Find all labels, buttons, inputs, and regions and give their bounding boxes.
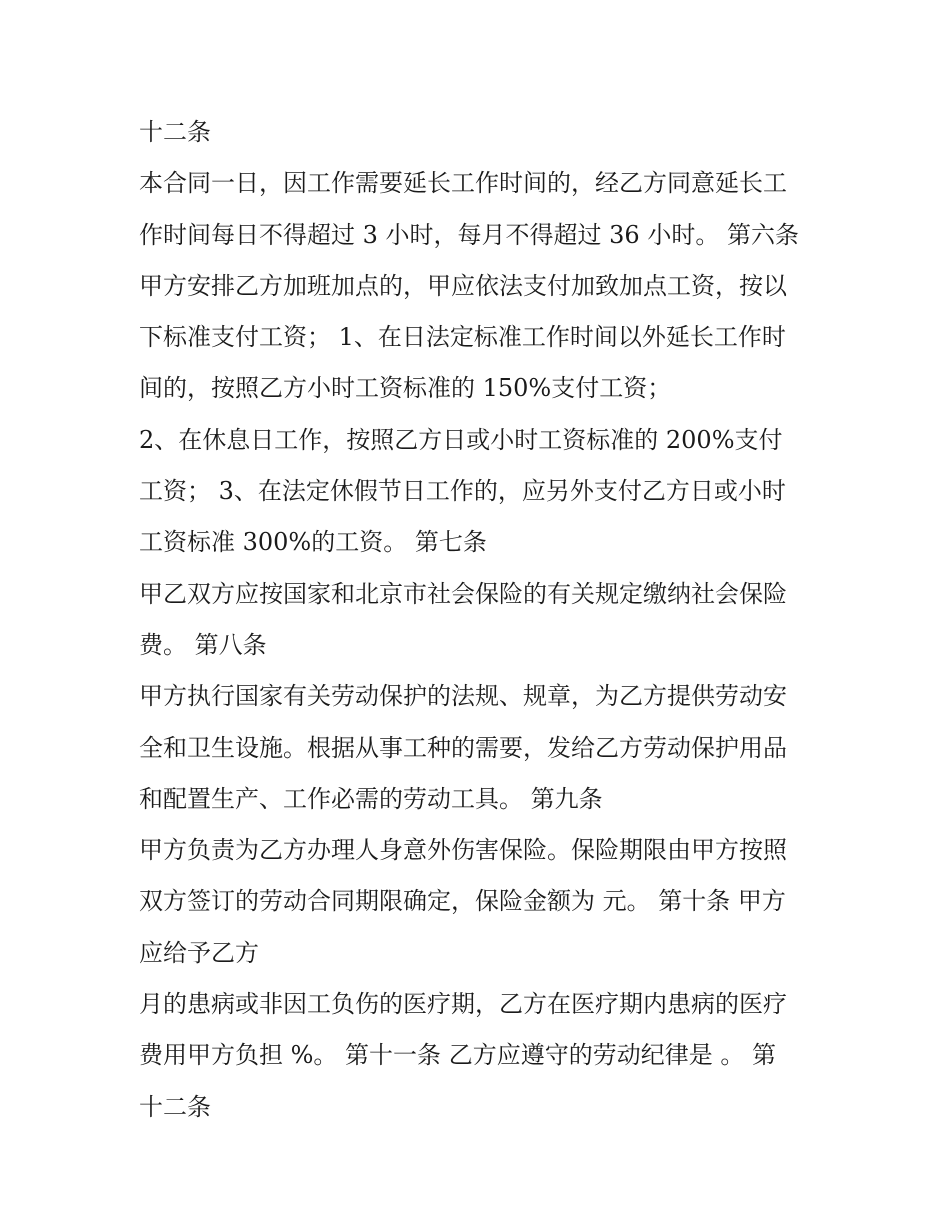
text-line: 双方签订的劳动合同期限确定，保险金额为 元。 第十条 甲方 [139, 887, 786, 916]
text-line: 十二条 [139, 1092, 211, 1121]
text-line: 和配置生产、工作必需的劳动工具。 第九条 [139, 784, 603, 813]
text-line: 甲方负责为乙方办理人身意外伤害保险。保险期限由甲方按照 [139, 836, 787, 865]
text-line: 工资； 3、在法定休假节日工作的，应另外支付乙方日或小时 [139, 477, 786, 506]
text-line: 间的，按照乙方小时工资标准的 150%支付工资； [139, 374, 672, 403]
text-line: 2、在休息日工作，按照乙方日或小时工资标准的 200%支付 [139, 425, 783, 454]
text-line: 月的患病或非因工负伤的医疗期，乙方在医疗期内患病的医疗 [139, 990, 787, 1019]
text-line: 甲方安排乙方加班加点的，甲应依法支付加致加点工资，按以 [139, 271, 787, 300]
text-line: 甲方执行国家有关劳动保护的法规、规章，为乙方提供劳动安 [139, 682, 787, 711]
text-line: 本合同一日，因工作需要延长工作时间的，经乙方同意延长工 [139, 169, 787, 198]
text-line: 十二条 [139, 118, 211, 146]
text-line: 甲乙双方应按国家和北京市社会保险的有关规定缴纳社会保险 [139, 579, 787, 608]
text-line: 全和卫生设施。根据从事工种的需要，发给乙方劳动保护用品 [139, 733, 787, 762]
text-line: 下标准支付工资； 1、在日法定标准工作时间以外延长工作时 [139, 323, 786, 352]
text-line: 费用甲方负担 %。 第十一条 乙方应遵守的劳动纪律是 。 第 [139, 1041, 776, 1070]
contract-text [139, 107, 839, 1133]
text-line: 费。 第八条 [139, 630, 267, 659]
text-line: 应给予乙方 [139, 938, 259, 967]
text-line: 作时间每日不得超过 3 小时，每月不得超过 36 小时。 第六条 [139, 220, 799, 249]
text-line: 工资标准 300%的工资。 第七条 [139, 528, 487, 557]
